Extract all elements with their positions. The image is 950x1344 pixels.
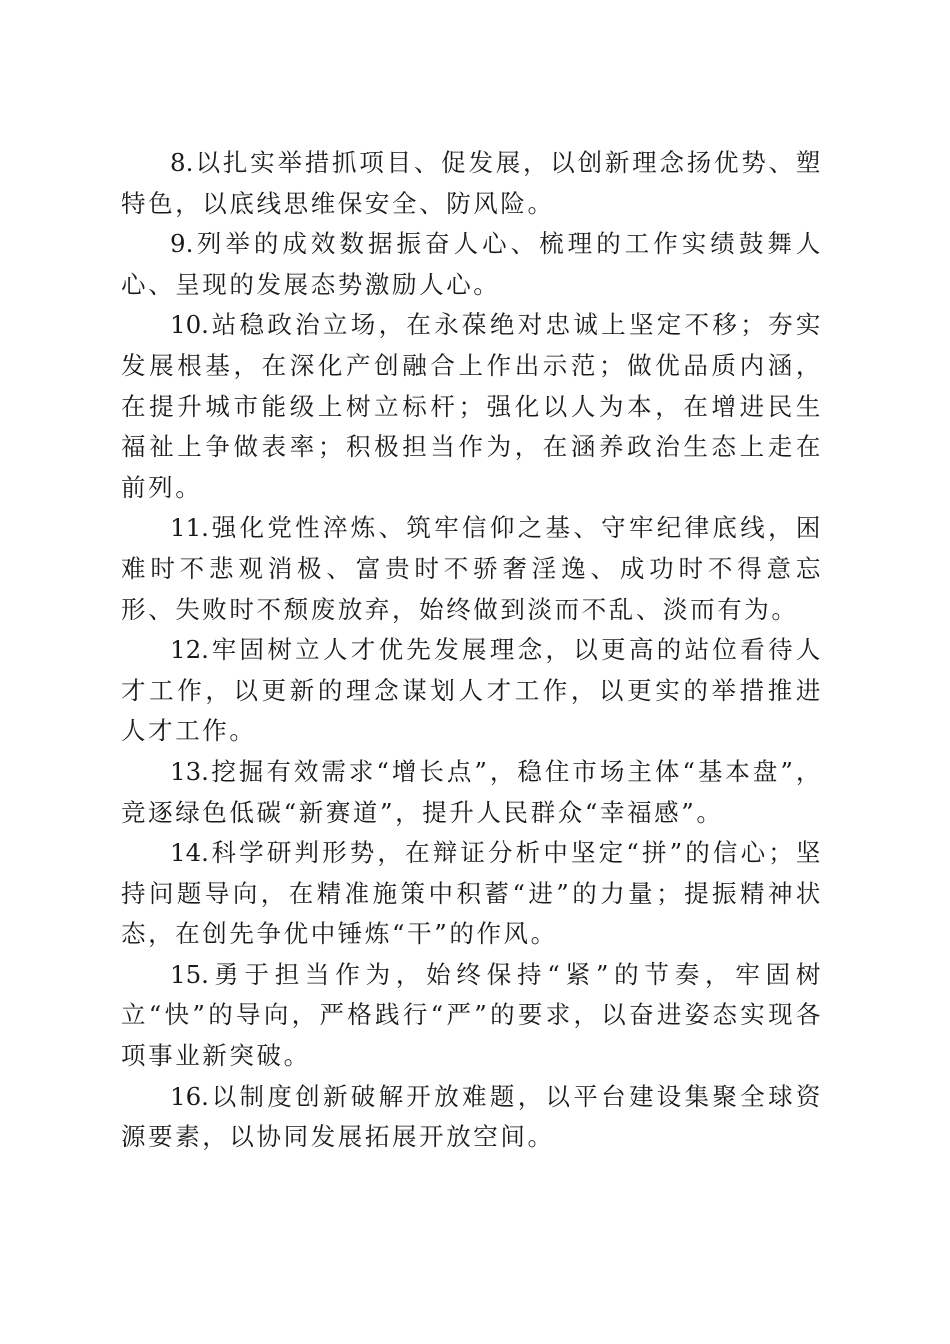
paragraph-item-10 [121,305,823,508]
item-text: 站稳政治立场，在永葆绝对忠诚上坚定不移；夯实发展根基，在深化产创融合上作出示范；做优品质内涵，在提升城市能级上树立标杆；强化以人为本，在增进民生福祉上争做表率；积极担当作为，在涵养政治生态上走在前列。 [121,310,823,502]
item-number: 10. [170,310,209,340]
paragraph-item-8 [121,143,823,224]
item-text: 强化党性淬炼、筑牢信仰之基、守牢纪律底线，困难时不悲观消极、富贵时不骄奢淫逸、成功时不得意忘形、失败时不颓废放弃，始终做到淡而不乱、淡而有为。 [121,513,823,624]
item-number: 9. [170,229,194,259]
paragraph-item-9 [121,224,823,305]
item-number: 8. [170,148,194,177]
item-text: 以制度创新破解开放难题，以平台建设集聚全球资源要素，以协同发展拓展开放空间。 [121,1081,823,1152]
paragraph-item-11 [121,508,823,630]
item-text: 列举的成效数据振奋人心、梳理的工作实绩鼓舞人心、呈现的发展态势激励人心。 [121,229,823,299]
item-text: 挖掘有效需求“增长点”，稳住市场主体“基本盘”，竞逐绿色低碳“新赛道”，提升人民群众“幸福感”。 [121,756,823,827]
paragraph-item-13 [121,752,823,833]
item-text: 勇于担当作为，始终保持“紧”的节奏，牢固树立“快”的导向，严格践行“严”的要求，以奋进姿态实现各项事业新突破。 [121,959,823,1071]
paragraph-item-12 [121,630,823,752]
item-number: 14. [170,838,209,868]
document-body [121,143,823,1158]
item-number: 12. [170,635,209,665]
item-number: 16. [170,1081,209,1111]
item-text: 科学研判形势，在辩证分析中坚定“拼”的信心；坚持问题导向，在精准施策中积蓄“进”的力量；提振精神状态，在创先争优中锤炼“干”的作风。 [121,838,823,949]
item-number: 11. [170,513,209,543]
item-text: 以扎实举措抓项目、促发展，以创新理念扬优势、塑特色，以底线思维保安全、防风险。 [121,148,823,218]
paragraph-item-15 [121,955,823,1077]
item-number: 15. [170,959,209,989]
paragraph-item-14 [121,833,823,955]
paragraph-item-16 [121,1077,823,1158]
item-number: 13. [170,756,209,786]
item-text: 牢固树立人才优先发展理念，以更高的站位看待人才工作，以更新的理念谋划人才工作，以更实的举措推进人才工作。 [121,635,823,746]
